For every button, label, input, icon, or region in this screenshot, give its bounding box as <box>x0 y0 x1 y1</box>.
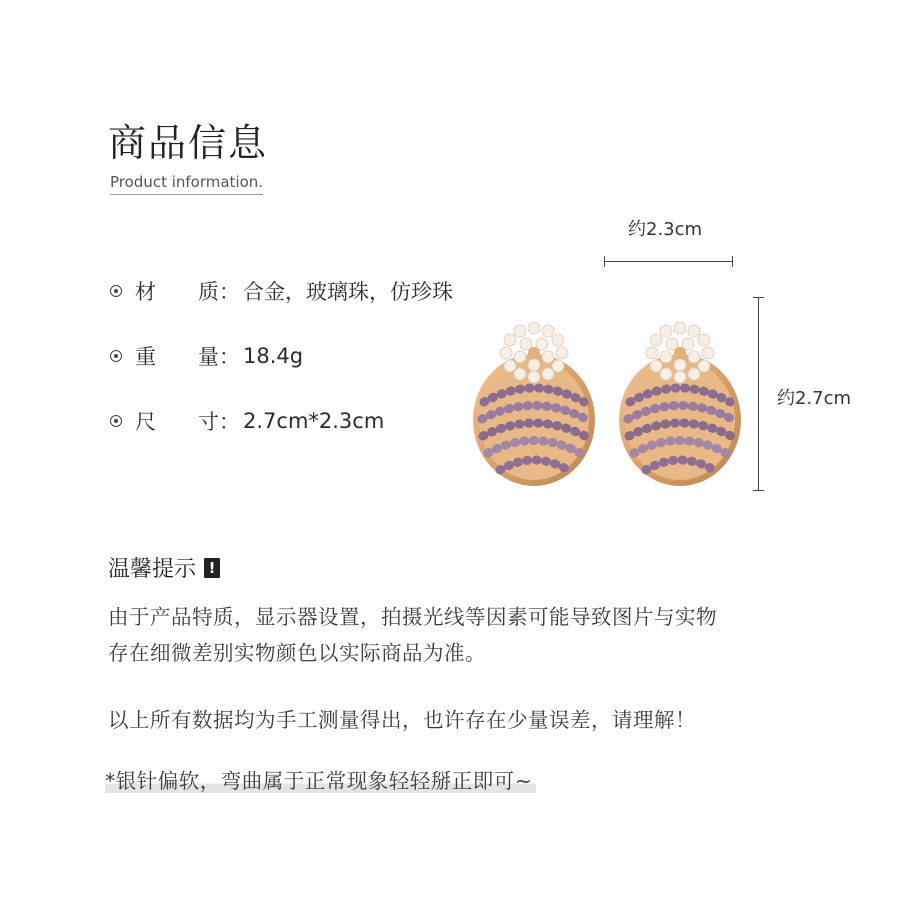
notice-line-2: 存在细微差别实物颜色以实际商品为准。 <box>108 641 486 665</box>
spec-key: 尺 寸： <box>135 410 240 434</box>
exclamation-icon: ! <box>204 558 220 578</box>
height-dimension-line <box>758 297 759 491</box>
spec-row-size <box>110 407 384 435</box>
spec-value: 2.7cm*2.3cm <box>243 409 385 433</box>
width-dimension-label: 约2.3cm <box>628 219 703 240</box>
earring-image-left <box>470 322 598 488</box>
height-dimension-label: 约2.7cm <box>777 388 852 409</box>
page-subtitle: Product information. <box>110 173 263 195</box>
spec-key: 重 量： <box>135 345 240 369</box>
notice-line-4 <box>105 764 536 794</box>
width-dimension-line <box>604 261 733 262</box>
notice-line-1: 由于产品特质，显示器设置，拍摄光线等因素可能导致图片与实物 <box>108 605 717 629</box>
target-bullet-icon <box>110 285 122 297</box>
spec-key: 材 质： <box>135 280 240 304</box>
earring-image-right <box>616 322 744 488</box>
spec-value: 合金，玻璃珠，仿珍珠 <box>243 280 453 304</box>
earring-illustration <box>470 322 598 488</box>
notice-heading-text: 温馨提示 <box>108 557 197 582</box>
spec-value: 18.4g <box>243 344 304 368</box>
notice-heading <box>108 552 220 583</box>
notice-line-3: 以上所有数据均为手工测量得出，也许存在少量误差，请理解！ <box>108 708 696 732</box>
target-bullet-icon <box>110 415 122 427</box>
spec-row-weight <box>110 342 303 370</box>
earring-illustration <box>616 322 744 488</box>
spec-row-material <box>110 277 453 305</box>
page-title: 商品信息 <box>108 121 269 165</box>
silver-pin-note: *银针偏软，弯曲属于正常现象轻轻掰正即可~ <box>105 769 536 793</box>
target-bullet-icon <box>110 350 122 362</box>
